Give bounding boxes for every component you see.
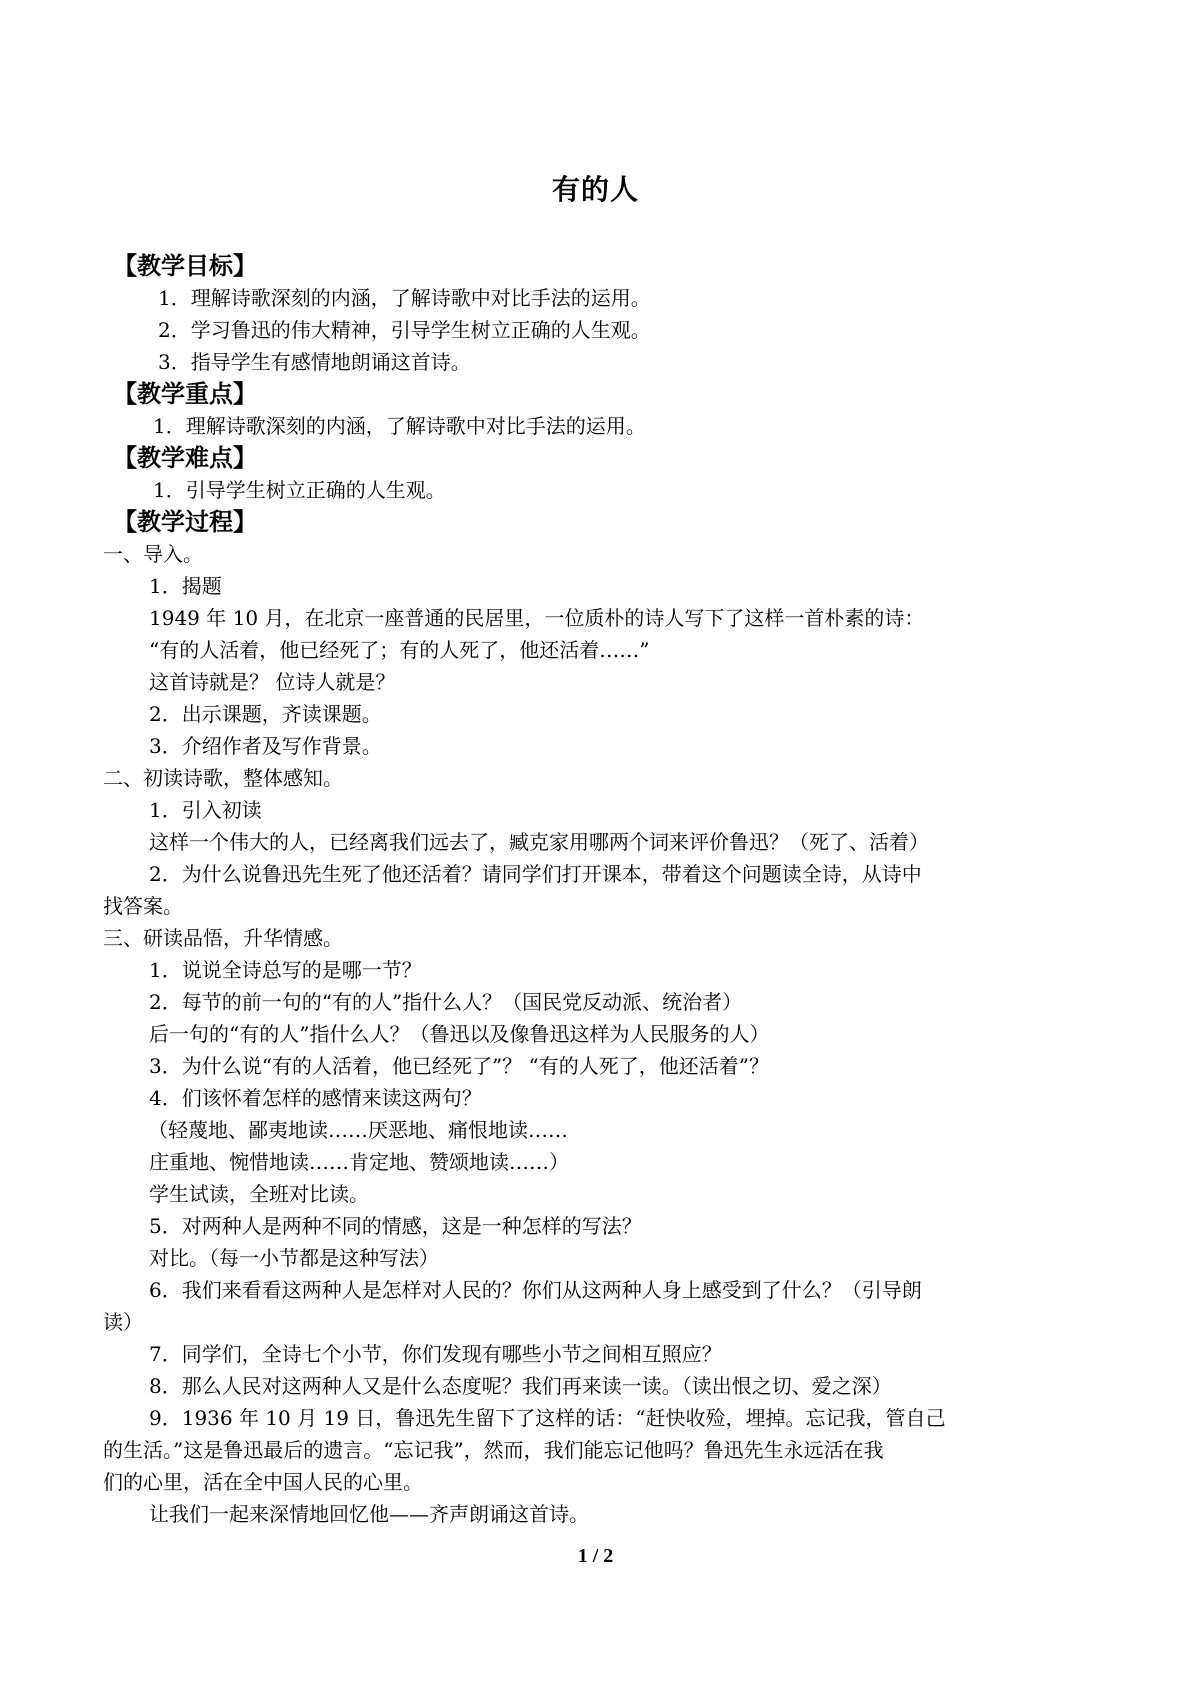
difficulty-item: 1．引导学生树立正确的人生观。 xyxy=(153,478,446,502)
process-line: 找答案。 xyxy=(103,894,183,918)
process-line: 1949 年 10 月，在北京一座普通的民居里，一位质朴的诗人写下了这样一首朴素的诗： xyxy=(149,606,925,630)
process-line: 8．那么人民对这两种人又是什么态度呢？我们再来读一读。（读出恨之切、爱之深） xyxy=(149,1374,892,1398)
section-heading-difficulty: 【教学难点】 xyxy=(113,444,257,472)
process-line: 1．说说全诗总写的是哪一节？ xyxy=(149,958,422,982)
process-line: 5．对两种人是两种不同的情感，这是一种怎样的写法？ xyxy=(149,1214,642,1238)
process-part-title: 二、初读诗歌，整体感知。 xyxy=(103,766,343,790)
process-line: 读） xyxy=(103,1310,143,1334)
goal-item: 3．指导学生有感情地朗诵这首诗。 xyxy=(158,350,471,374)
process-line: 1．揭题 xyxy=(149,574,222,598)
process-line: 9．1936 年 10 月 19 日，鲁迅先生留下了这样的话：“赶快收殓，埋掉。忘记我，管自己 xyxy=(149,1406,946,1430)
process-part-title: 一、导入。 xyxy=(103,542,203,566)
process-line: 学生试读，全班对比读。 xyxy=(149,1182,369,1206)
process-line: （轻蔑地、鄙夷地读……厌恶地、痛恨地读…… xyxy=(148,1118,568,1142)
process-line: 4．们该怀着怎样的感情来读这两句？ xyxy=(149,1086,482,1110)
key-item: 1．理解诗歌深刻的内涵，了解诗歌中对比手法的运用。 xyxy=(153,414,646,438)
process-line: 3．为什么说“有的人活着，他已经死了”？ “有的人死了，他还活着”？ xyxy=(149,1054,769,1078)
section-heading-key: 【教学重点】 xyxy=(113,380,257,408)
process-line: 庄重地、惋惜地读……肯定地、赞颂地读……） xyxy=(149,1150,569,1174)
process-line: 2．为什么说鲁迅先生死了他还活着？请同学们打开课本，带着这个问题读全诗，从诗中 xyxy=(149,862,922,886)
process-line: 的生活。”这是鲁迅最后的遗言。“忘记我”，然而，我们能忘记他吗？鲁迅先生永远活在我 xyxy=(103,1438,884,1462)
process-line: 这样一个伟大的人，已经离我们远去了，臧克家用哪两个词来评价鲁迅？（死了、活着） xyxy=(149,830,929,854)
process-line: 后一句的“有的人”指什么人？（鲁迅以及像鲁迅这样为人民服务的人） xyxy=(149,1022,770,1046)
process-line: 6．我们来看看这两种人是怎样对人民的？你们从这两种人身上感受到了什么？（引导朗 xyxy=(149,1278,922,1302)
section-heading-process: 【教学过程】 xyxy=(113,508,257,536)
process-line: 3．介绍作者及写作背景。 xyxy=(149,734,382,758)
document-body xyxy=(103,250,1098,1530)
process-line: 让我们一起来深情地回忆他——齐声朗诵这首诗。 xyxy=(149,1502,589,1526)
process-part-title: 三、研读品悟，升华情感。 xyxy=(103,926,343,950)
process-line: 对比。（每一小节都是这种写法） xyxy=(149,1246,439,1270)
process-line: 这首诗就是？ 位诗人就是？ xyxy=(149,670,396,694)
goal-item: 2．学习鲁迅的伟大精神，引导学生树立正确的人生观。 xyxy=(158,318,651,342)
document-title: 有的人 xyxy=(551,173,639,206)
poem-quote: “有的人活着，他已经死了；有的人死了，他还活着……” xyxy=(149,638,650,662)
process-line: 2．每节的前一句的“有的人”指什么人？（国民党反动派、统治者） xyxy=(149,990,743,1014)
process-line: 2．出示课题，齐读课题。 xyxy=(149,702,382,726)
section-heading-goals: 【教学目标】 xyxy=(113,252,257,280)
goal-item: 1．理解诗歌深刻的内涵，了解诗歌中对比手法的运用。 xyxy=(158,286,651,310)
process-line: 7．同学们，全诗七个小节，你们发现有哪些小节之间相互照应？ xyxy=(149,1342,722,1366)
process-line: 们的心里，活在全中国人民的心里。 xyxy=(103,1470,423,1494)
page-number: 1 / 2 xyxy=(577,1545,614,1567)
process-line: 1．引入初读 xyxy=(149,798,262,822)
